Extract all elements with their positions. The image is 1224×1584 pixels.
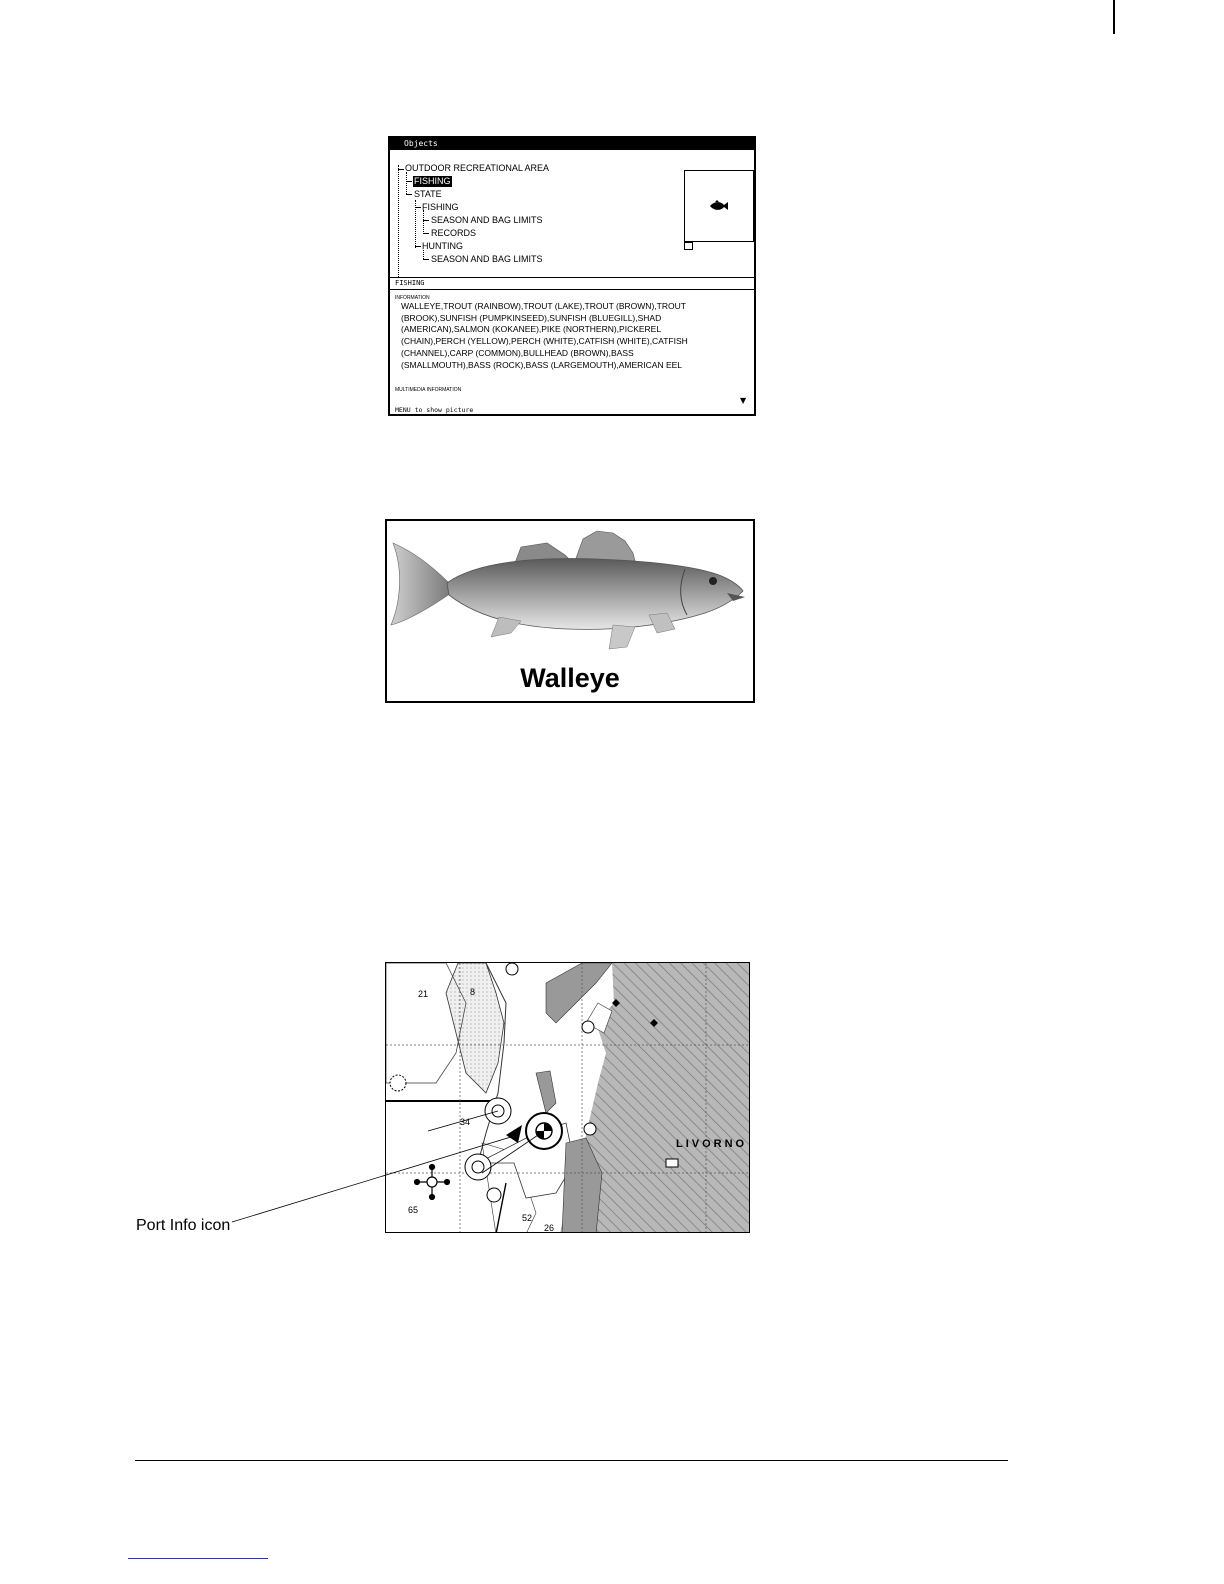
depth-label: 21 [418, 989, 429, 999]
tree-item-hunting[interactable]: HUNTING [422, 241, 463, 251]
tree-item-fishing-selected[interactable]: FISHING [414, 176, 451, 186]
footer-link-underline[interactable] [128, 1558, 268, 1559]
depth-label: 65 [408, 1205, 419, 1215]
tree-item-fishing-season-limits[interactable]: SEASON AND BAG LIMITS [431, 215, 543, 225]
depth-label: 8 [470, 987, 476, 997]
depth-label: 34 [460, 1117, 471, 1127]
selected-object-name: FISHING [395, 279, 425, 287]
tree-item-state[interactable]: STATE [414, 189, 442, 199]
scroll-down-icon[interactable]: ▼ [740, 396, 747, 405]
objects-title: Objects [404, 139, 438, 148]
tree-item-hunting-season-limits[interactable]: SEASON AND BAG LIMITS [431, 254, 543, 264]
tree-item-state-fishing[interactable]: FISHING [422, 202, 459, 212]
port-info-callout-label: Port Info icon [136, 1217, 231, 1234]
depth-label: 26 [544, 1223, 555, 1233]
footer-rule [135, 1460, 1008, 1461]
multimedia-label: MULTIMEDIA INFORMATION [395, 387, 462, 393]
tree-item-records[interactable]: RECORDS [431, 228, 477, 238]
depth-label: 52 [522, 1213, 533, 1223]
tree-item-outdoor-recreational-area[interactable]: OUTDOOR RECREATIONAL AREA [405, 163, 550, 173]
information-label: INFORMATION [395, 295, 430, 301]
walleye-caption: Walleye [520, 663, 620, 693]
place-name-label: LIVORNO [676, 1138, 748, 1150]
information-text: WALLEYE,TROUT (RAINBOW),TROUT (LAKE),TROUT (BROWN),TROUT (BROOK),SUNFISH (PUMPKINSEED),SUNFISH (BLUEGILL),SHAD (AMERICAN),SALMON (KOKANEE),PIKE (NORTHERN),PICKEREL (CHAIN),PERCH (YELLOW),PERCH (WHITE),CATFISH (WHITE),CATFISH (CHANNEL),CARP (COMMON),BULLHEAD (BROWN),BASS (SMALLMOUTH),BASS (ROCK),BASS (LARGEMOUTH),AMERICAN EEL [401, 301, 688, 370]
menu-hint: MENU to show picture [395, 406, 474, 414]
